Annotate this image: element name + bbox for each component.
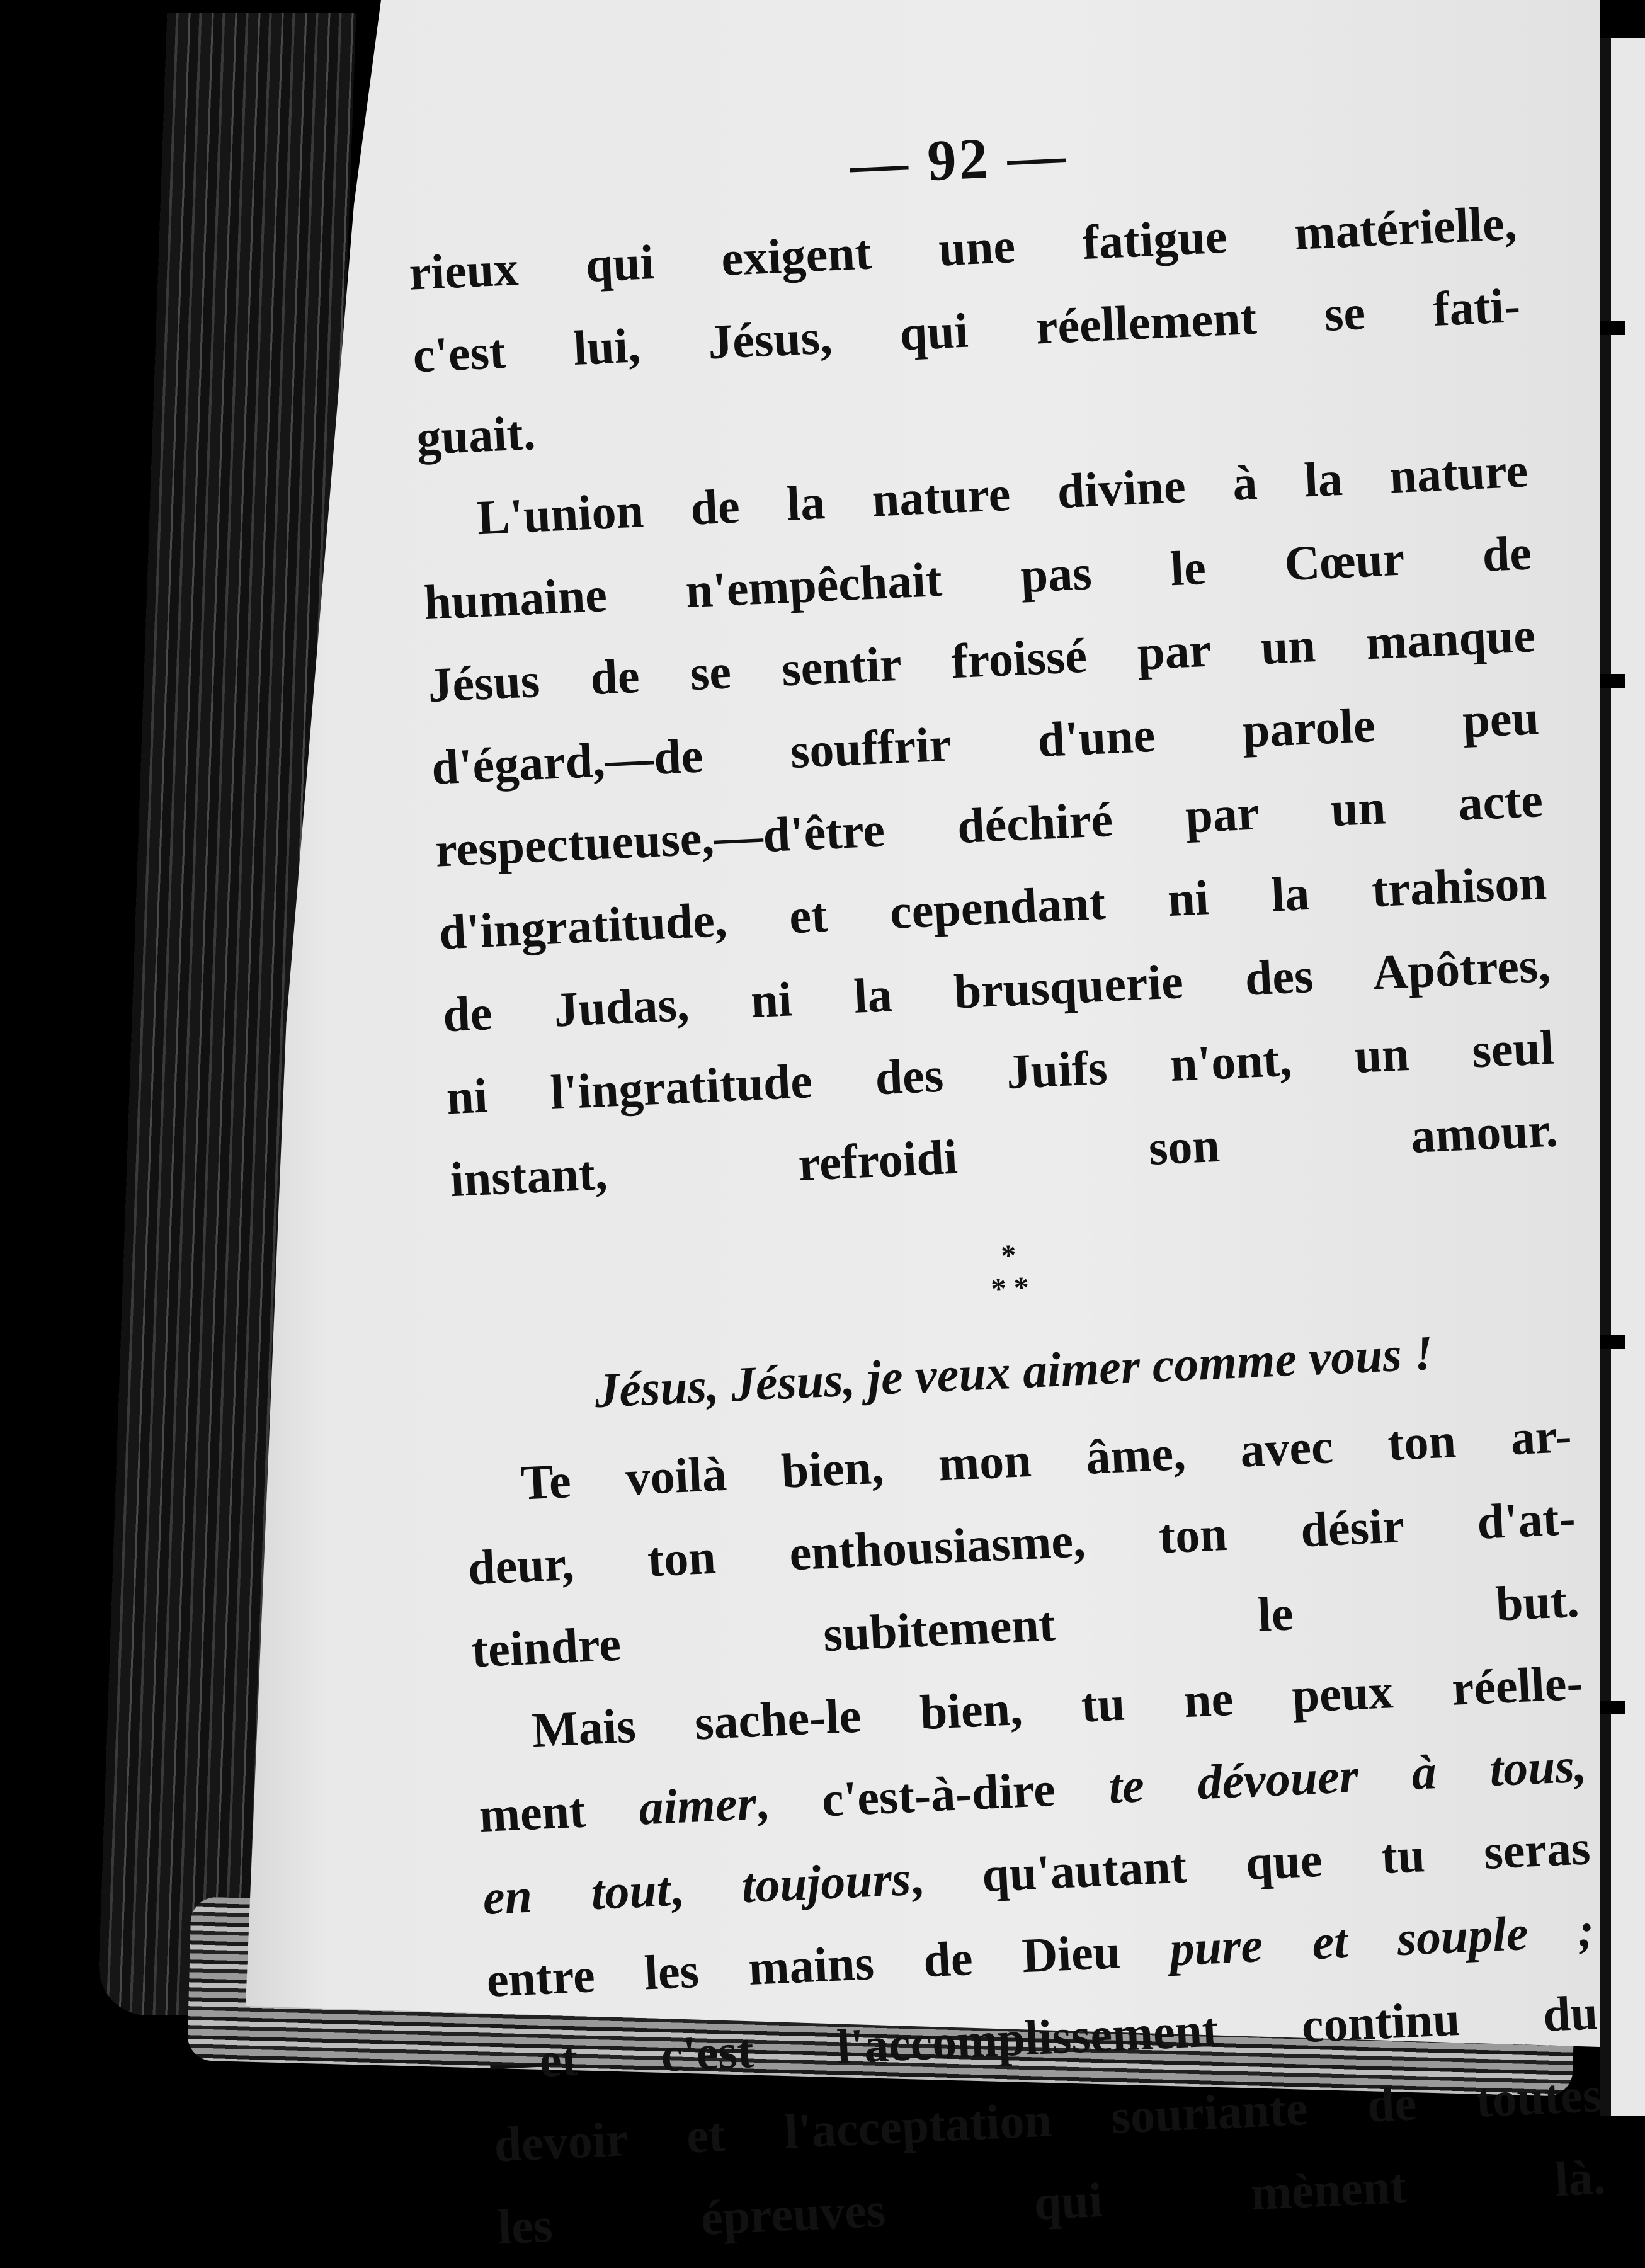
text-line: teindre subitement le but. bbox=[470, 1572, 1581, 1678]
text-run: entre les mains de Dieu bbox=[485, 1921, 1171, 2007]
separator-stars-bottom: * * bbox=[990, 1270, 1030, 1306]
text-line: respectueuse,—d'être déchiré par un acte bbox=[434, 772, 1544, 877]
text-line: de Judas, ni la brusquerie des Apôtres, bbox=[441, 937, 1552, 1042]
italic-text-run: aimer bbox=[637, 1775, 758, 1835]
text-line: rieux qui exigent une fatigue matérielle, bbox=[407, 195, 1518, 300]
text-run: ment bbox=[477, 1780, 640, 1843]
text-line: —et c'est l'accomplissement continu du bbox=[489, 1984, 1599, 2090]
text-line: L'union de la nature divine à la nature bbox=[475, 442, 1529, 545]
section-heading: Jésus, Jésus, je veux aimer comme vous ! bbox=[593, 1325, 1435, 1418]
italic-text-run: toujours bbox=[740, 1850, 913, 1913]
text-line: humaine n'empêchait pas le Cœur de bbox=[423, 525, 1533, 630]
paragraph-1 bbox=[407, 181, 1526, 479]
text-run: , bbox=[669, 1858, 743, 1917]
text-line: les épreuves qui mènent là. bbox=[496, 2149, 1607, 2255]
text-line: Jésus de se sentir froissé par un manque bbox=[426, 607, 1537, 713]
page-number: — 92 — bbox=[848, 122, 1069, 197]
paragraph-4 bbox=[474, 1641, 1607, 2268]
text-line: instant, refroidi son amour. bbox=[449, 1102, 1559, 1207]
separator-star-top: * bbox=[1000, 1238, 1017, 1273]
text-line: c'est lui, Jésus, qui réellement se fati- bbox=[411, 277, 1522, 383]
text-line: Te voilà bien, mon âme, avec ton ar- bbox=[520, 1407, 1573, 1510]
text-line: d'égard,—de souffrir d'une parole peu bbox=[430, 690, 1540, 795]
text-run: , c'est-à-dire bbox=[754, 1758, 1110, 1830]
paragraph-3 bbox=[462, 1394, 1581, 1691]
text-line: deur, ton enthousiasme, ton désir d'at- bbox=[467, 1490, 1577, 1595]
text-line: Mais sache-le bien, tu ne peux réelle- bbox=[530, 1655, 1585, 1758]
text-line: d'ingratitude, et cependant ni la trahison bbox=[438, 854, 1548, 960]
italic-text-run: pure et souple ; bbox=[1168, 1902, 1595, 1976]
text-line: ni l'ingratitude des Juifs n'ont, un seul bbox=[445, 1019, 1556, 1125]
text-line: guait. bbox=[415, 404, 537, 465]
text-line: devoir et l'acceptation souriante de toutes bbox=[492, 2066, 1603, 2172]
facing-page-edge bbox=[1600, 38, 1645, 2116]
italic-text-run: en tout bbox=[481, 1861, 672, 1925]
page-text-block bbox=[404, 101, 1607, 2268]
text-run: , qu'autant que tu seras bbox=[909, 1820, 1591, 1906]
paragraph-2 bbox=[419, 429, 1560, 1221]
italic-text-run: te dévouer à tous, bbox=[1107, 1737, 1588, 1814]
